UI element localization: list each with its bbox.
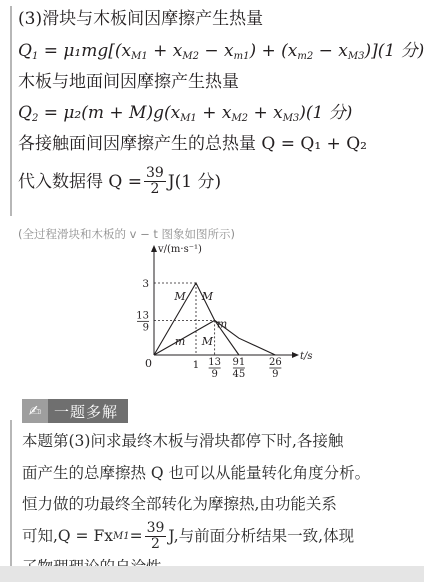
svg-text:9: 9 [142, 322, 149, 334]
svg-text:45: 45 [232, 369, 246, 380]
region-label-3: m [174, 334, 186, 348]
explanation-paragraph [22, 426, 414, 584]
y-axis-label: v/(m·s⁻¹) [158, 244, 202, 255]
svg-text:26: 26 [268, 357, 282, 368]
line-6: 代入数据得 Q = $\frac{39}{2}$ J(1 分) [18, 165, 222, 197]
equation-q1: $Q_1 = \mu_1mg[(x_{M1} + x_{M2} - x_{m1}) + (x_{m2} - x_{M3})](1$ 分) [18, 41, 424, 62]
svg-text:91: 91 [232, 357, 246, 368]
svg-text:13: 13 [208, 357, 222, 368]
page-bottom-strip [0, 566, 424, 582]
para-line-3: 恒力做的功最终全部转化为摩擦热,由功能关系 [22, 495, 337, 513]
region-label-2: m [216, 317, 228, 331]
equation-q2: $Q_2 = \mu_2(m + M)g(x_{M1} + x_{M2} + x_{M3})(1$ 分) [18, 103, 353, 124]
y-tick-0: 3 [142, 278, 149, 290]
fraction-39-2: $\frac{39}{2}$ [146, 165, 164, 197]
region-label-4: M [201, 334, 213, 348]
y-tick-1 [136, 310, 149, 333]
region-label-1: M [201, 289, 213, 303]
para-line-2: 面产生的总摩擦热 Q 也可以从能量转化角度分析。 [22, 463, 371, 482]
fraction-39-2-paragraph: $\frac{39}{2}$ [146, 519, 165, 552]
note-icon: ✍ [22, 399, 48, 423]
svg-text:13: 13 [136, 310, 149, 322]
x-tick-1 [208, 357, 221, 380]
x-tick-2 [233, 357, 246, 380]
line-3: 木板与地面间因摩擦产生热量 [18, 72, 239, 92]
section-header [22, 399, 128, 423]
x-axis-label: t/s [300, 351, 313, 362]
para-line-1: 本题第(3)问求最终木板与滑块都停下时,各接触 [22, 432, 344, 450]
left-margin-rule-lower [10, 420, 12, 566]
region-label-0: M [174, 289, 186, 303]
x-tick-3 [269, 357, 282, 380]
svg-text:9: 9 [211, 369, 218, 380]
line-5: 各接触面间因摩擦产生的总热量 Q = Q₁ + Q₂ [18, 134, 367, 154]
vt-graph [120, 240, 320, 388]
origin-label: 0 [145, 357, 152, 370]
figure-note: (全过程滑块和木板的 v − t 图象如图所示) [18, 227, 236, 241]
para-line-4: 可知,Q = Fx M1 = $\frac{39}{2}$ J,与前面分析结果一致,体现 [22, 519, 355, 552]
line-1: (3)滑块与木板间因摩擦产生热量 [18, 9, 264, 29]
x-tick-0: 1 [192, 359, 200, 371]
svg-text:9: 9 [272, 369, 279, 380]
left-margin-rule [10, 6, 12, 216]
section-title: 一题多解 [48, 399, 128, 423]
